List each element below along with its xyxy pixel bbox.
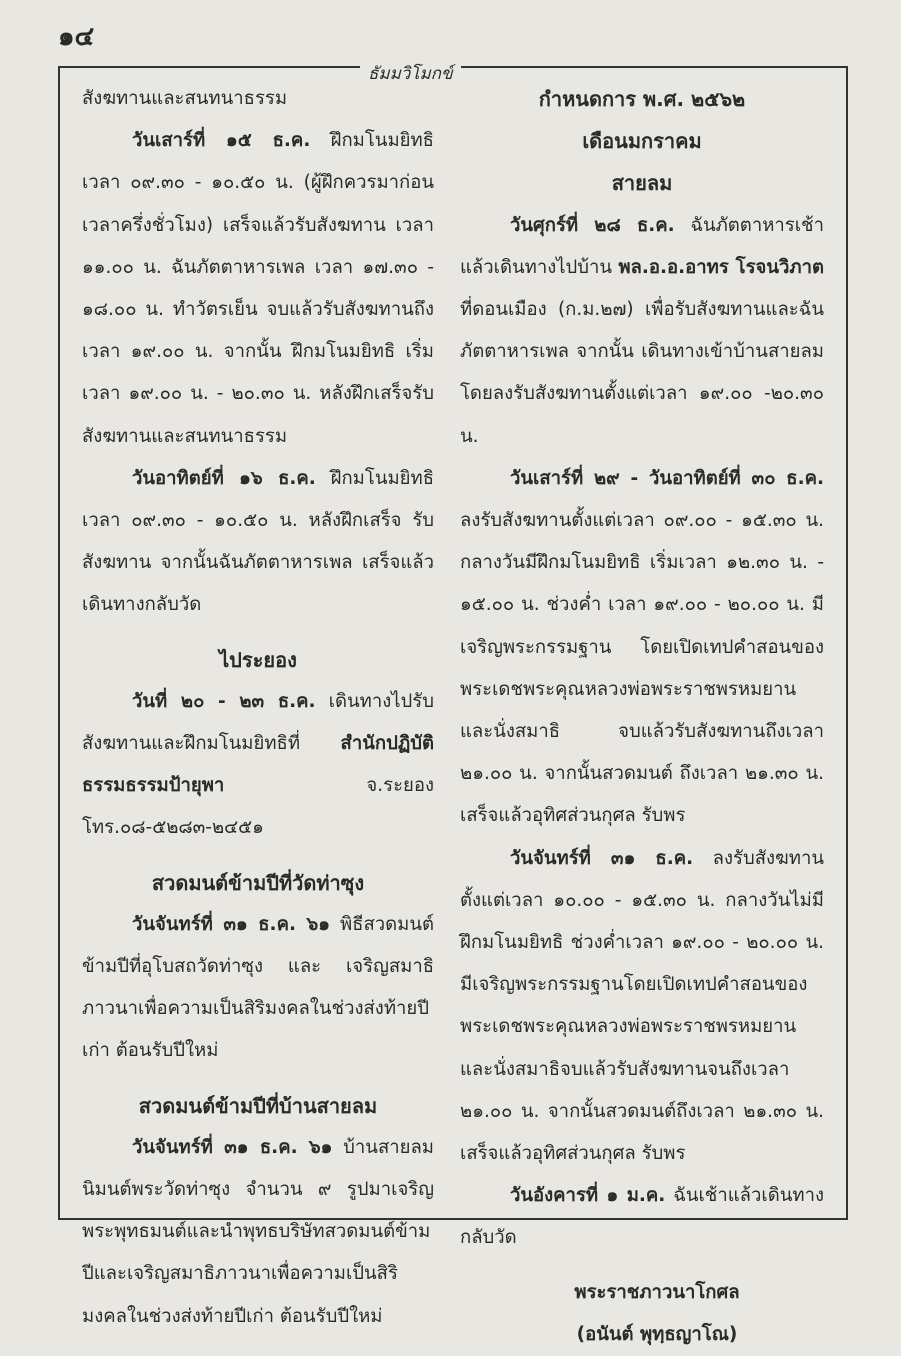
left-p6-lead: วันจันทร์ที่ ๓๑ ธ.ค. ๖๑ (132, 1136, 333, 1158)
left-p4-text2: จ.ระยอง โทร.๐๘-๕๒๘๓-๒๔๕๑ (82, 775, 434, 839)
left-p2 (82, 120, 434, 458)
right-p1 (460, 205, 824, 458)
left-p4 (82, 681, 434, 850)
heading-rayong: ไประยอง (219, 647, 297, 672)
heading-month: เดือนมกราคม (582, 129, 702, 154)
right-p2 (460, 458, 824, 838)
left-p5-lead: วันจันทร์ที่ ๓๑ ธ.ค. ๖๑ (132, 913, 330, 935)
left-p2-text: ฝึกมโนมยิทธิ เวลา ๐๙.๓๐ - ๑๐.๕๐ น. (ผู้ฝึกควรมาก่อนเวลาครึ่งชั่วโมง) เสร็จแล้วรับสังฆทาน เวลา ๑๑.๐๐ น. ฉันภัตตาหารเพล เวลา ๑๗.๓๐ - ๑๘.๐๐ น. ทำวัตรเย็น จบแล้วรับสังฆทานถึงเวลา ๑๙.๐๐ น. จากนั้น ฝึกมโนมยิทธิ เริ่มเวลา ๑๙.๐๐ น. - ๒๐.๓๐ น. หลังฝึกเสร็จรับสังฆทานและสนทนาธรรม (82, 130, 434, 447)
left-p3-text: ฝึกมโนมยิทธิ เวลา ๐๙.๓๐ - ๑๐.๕๐ น. หลังฝึกเสร็จ รับสังฆทาน จากนั้นฉันภัตตาหารเพล เสร็จแล้ว เดินทางกลับวัด (82, 467, 434, 616)
right-p2-lead: วันเสาร์ที่ ๒๙ - วันอาทิตย์ที่ ๓๐ ธ.ค. (510, 467, 824, 489)
right-p3-text: ลงรับสังฆทานตั้งแต่เวลา ๑๐.๐๐ - ๑๕.๓๐ น. กลางวันไม่มีฝึกมโนมยิทธิ ช่วงค่ำเวลา ๑๙.๐๐ - ๒๐.๐๐ น. มีเจริญพระกรรมฐานโดยเปิดเทปคำสอนของพระเดชพระคุณหลวงพ่อพระราชพรหมยาน และนั่งสมาธิจบแล้วรับสังฆทานจนถึงเวลา ๒๑.๐๐ น. จากนั้นสวดมนต์ถึงเวลา ๒๑.๓๐ น. เสร็จแล้วอุทิศส่วนกุศล รับพร (460, 847, 825, 1165)
heading-schedule: กำหนดการ พ.ศ. ๒๕๖๒ (538, 87, 746, 111)
right-p3-lead: วันจันทร์ที่ ๓๑ ธ.ค. (510, 847, 694, 869)
left-p1: สังฆทานและสนทนาธรรม (82, 88, 288, 109)
signature-title: พระราชภาวนาโกศล (574, 1281, 740, 1303)
right-column (460, 78, 824, 1356)
right-p2-text: ลงรับสังฆทานตั้งแต่เวลา ๐๙.๐๐ - ๑๕.๓๐ น. กลางวันมีฝึกมโนมยิทธิ เริ่มเวลา ๑๒.๓๐ น. - ๑๕.๐๐ น. ช่วงค่ำ เวลา ๑๙.๐๐ - ๒๐.๐๐ น. มีเจริญพระกรรมฐาน โดยเปิดเทปคำสอนของพระเดชพระคุณหลวงพ่อพระราชพรหมยาน และนั่งสมาธิ จบแล้วรับสังฆทานถึงเวลา ๒๑.๐๐ น. จากนั้นสวดมนต์ ถึงเวลา ๒๑.๓๐ น. เสร็จแล้วอุทิศส่วนกุศล รับพร (460, 510, 824, 827)
right-p1-name: พล.อ.อ.อาทร โรจนวิภาต (618, 256, 824, 278)
left-p6 (82, 1127, 434, 1338)
heading-sailom: สวดมนต์ข้ามปีที่บ้านสายลม (138, 1093, 378, 1118)
signature-name: (อนันต์ พุทฺธญาโณ) (576, 1323, 738, 1345)
left-p5 (82, 904, 434, 1073)
left-p3 (82, 458, 434, 627)
right-p1-text2: ที่ดอนเมือง (ก.ม.๒๗) เพื่อรับสังฆทานและฉันภัตตาหารเพล จากนั้น เดินทางเข้าบ้านสายลม โดยลงรับสังฆทานตั้งแต่เวลา ๑๙.๐๐ -๒๐.๓๐ น. (460, 299, 824, 447)
left-p2-lead: วันเสาร์ที่ ๑๕ ธ.ค. (132, 130, 311, 152)
right-p4-text: ฉันเช้าแล้วเดินทางกลับวัด (460, 1185, 824, 1249)
left-p6-text: บ้านสายลม นิมนต์พระวัดท่าซุง จำนวน ๙ รูปมาเจริญพระพุทธมนต์และนำพุทธบริษัทสวดมนต์ข้ามปีและเจริญสมาธิภาวนาเพื่อความเป็นสิริมงคลในช่วงส่งท้ายปีเก่า ต้อนรับปีใหม่ (82, 1136, 434, 1327)
page-number: ๑๔ (58, 22, 95, 52)
running-head: ธัมมวิโมกข์ (360, 60, 461, 87)
right-p1-text1: ฉันภัตตาหารเช้าแล้วเดินทางไปบ้าน (460, 214, 824, 278)
heading-sailom-place: สายลม (611, 171, 673, 196)
right-p3 (460, 838, 824, 1176)
right-p4 (460, 1175, 824, 1259)
left-p3-lead: วันอาทิตย์ที่ ๑๖ ธ.ค. (132, 467, 316, 489)
left-p5-text: พิธีสวดมนต์ข้ามปีที่อุโบสถวัดท่าซุง และ เจริญสมาธิภาวนาเพื่อความเป็นสิริมงคลในช่วงส่งท้ายปีเก่า ต้อนรับปีใหม่ (82, 913, 434, 1062)
right-p1-lead: วันศุกร์ที่ ๒๘ ธ.ค. (510, 214, 675, 236)
left-p4-lead: วันที่ ๒๐ - ๒๓ ธ.ค. (132, 690, 316, 712)
left-p4-text1: เดินทางไปรับสังฆทานและฝึกมโนมยิทธิที่ (82, 690, 434, 755)
left-column (82, 78, 434, 1338)
left-p4-place: สำนักปฏิบัติธรรมธรรมป้ายุพา (82, 733, 434, 797)
heading-thasung: สวดมนต์ข้ามปีที่วัดท่าซุง (151, 870, 365, 895)
right-p4-lead: วันอังคารที่ ๑ ม.ค. (510, 1185, 666, 1207)
